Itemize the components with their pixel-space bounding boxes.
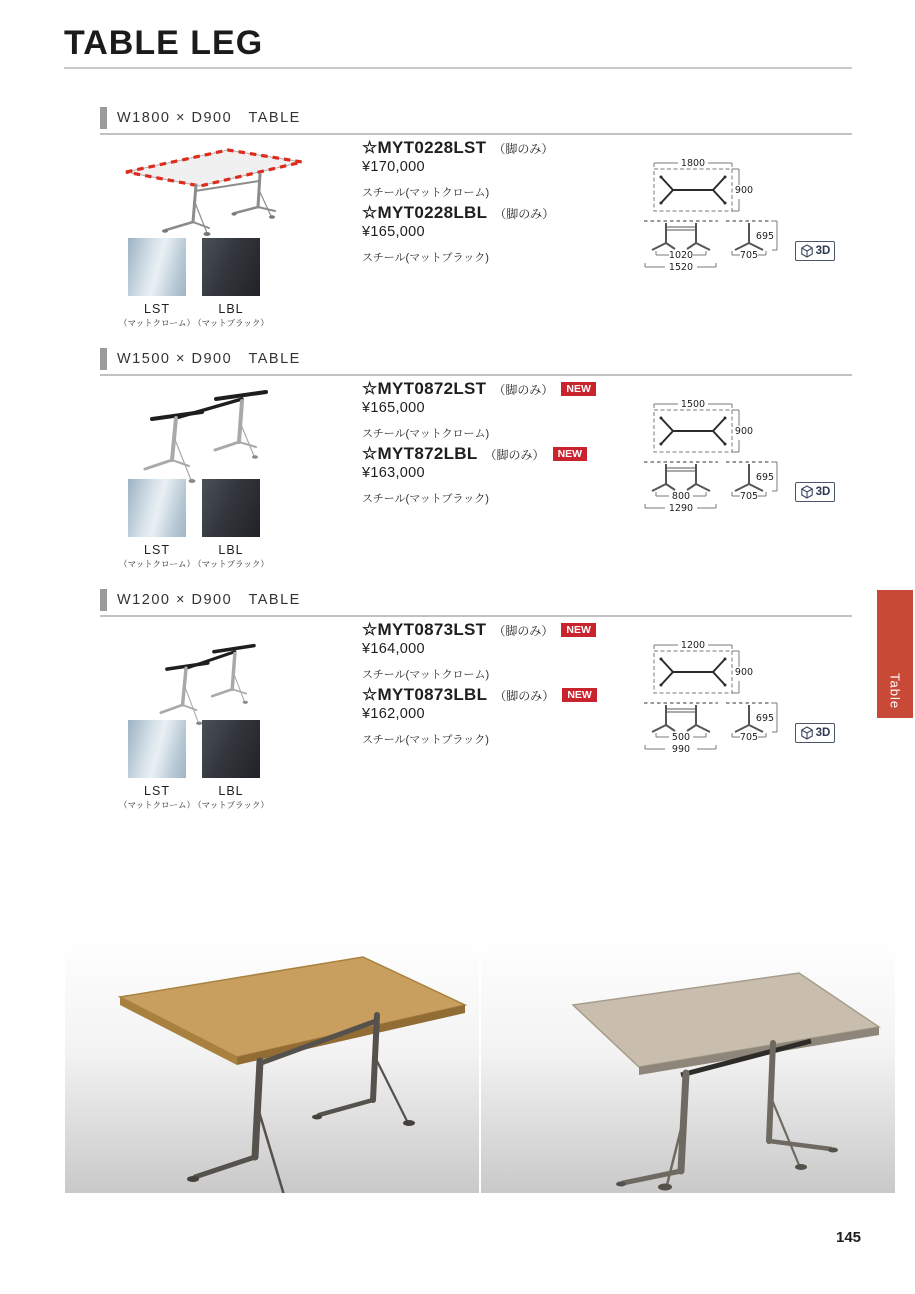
product-material: スチール(マットブラック) [362,252,489,264]
swatch-label-lbl: LBL （マットブラック） [193,784,269,810]
leg-feet [187,1115,415,1194]
title-divider [64,67,852,69]
section-heading-label: W1500 × D900 TABLE [117,351,301,367]
swatch-lbl [202,238,260,296]
product-material: スチール(マットクローム) [362,187,490,199]
product-note: （脚のみ） [494,206,555,221]
dimension-diagram [640,631,870,761]
front-view-legs [652,223,710,250]
swatch-label-lst: LST （マットクローム） [119,543,195,569]
side-tab-table[interactable] [877,590,913,718]
section-w1200 [0,588,915,838]
page-title: TABLE LEG [64,24,264,62]
product-note: （脚のみ） [484,447,545,462]
product-price: ¥165,000 [362,400,425,416]
dim-height: 695 [755,231,775,242]
section-marker-bar [100,589,107,611]
cube-icon [800,485,814,499]
new-badge: NEW [561,623,596,638]
leg-top-bars [167,646,254,670]
dim-height: 695 [755,713,775,724]
leg-feet [162,212,275,236]
swatch-lbl [202,720,260,778]
section-divider [100,615,852,617]
product-price: ¥165,000 [362,224,425,240]
product-entry [362,138,662,200]
section-heading [100,347,301,371]
section-heading [100,588,301,612]
product-price: ¥163,000 [362,465,425,481]
dim-depth: 900 [734,426,754,437]
product-image-table-red-dashed-top [108,138,313,238]
product-entry [362,203,662,265]
top-view-legs [661,177,725,203]
product-photo-gray-table [481,935,895,1193]
dimension-diagram [640,390,870,520]
product-note: （脚のみ） [494,688,555,703]
view-3d-label: 3D [815,727,831,739]
product-code: ☆MYT0873LBL [362,685,488,704]
dim-top-width: 1500 [680,399,706,410]
swatch-lbl [202,479,260,537]
dim-front-inner: 1020 [668,250,694,261]
swatch-label-lst: LST （マットクローム） [119,302,195,328]
section-divider [100,133,852,135]
product-note: （脚のみ） [493,141,554,156]
dim-front-outer: 1520 [668,262,694,273]
dim-depth: 900 [734,667,754,678]
swatch-label-lbl: LBL （マットブラック） [193,302,269,328]
section-marker-bar [100,348,107,370]
dim-depth: 900 [734,185,754,196]
product-material: スチール(マットクローム) [362,428,490,440]
section-w1800 [0,106,915,356]
cube-icon [800,244,814,258]
swatch-lst [128,479,186,537]
leg-top-bars [152,392,266,419]
dim-front-inner: 800 [671,491,691,502]
tabletop [126,150,302,186]
gray-table-illustration [481,935,895,1193]
product-material: スチール(マットブラック) [362,493,489,505]
product-price: ¥164,000 [362,641,425,657]
view-3d-label: 3D [815,486,831,498]
cube-icon [800,726,814,740]
section-w1500 [0,347,915,597]
dim-side-width: 705 [739,732,759,743]
new-badge: NEW [553,447,588,462]
product-code: ☆MYT872LBL [362,444,478,463]
dim-front-outer: 1290 [668,503,694,514]
swatch-lst [128,238,186,296]
section-heading-label: W1200 × D900 TABLE [117,592,301,608]
product-image-legs-only [125,618,295,736]
product-note: （脚のみ） [493,382,554,397]
section-heading [100,106,301,130]
product-note: （脚のみ） [493,623,554,638]
product-entry [362,620,662,682]
dim-side-width: 705 [739,491,759,502]
dim-side-width: 705 [739,250,759,261]
wood-table-illustration [65,935,479,1193]
product-code: ☆MYT0228LBL [362,203,488,222]
swatch-label-lst: LST （マットクローム） [119,784,195,810]
product-material: スチール(マットクローム) [362,669,490,681]
product-price: ¥162,000 [362,706,425,722]
product-image-legs-only [112,372,307,484]
tabletop [120,957,465,1057]
product-code: ☆MYT0873LST [362,620,487,639]
new-badge: NEW [561,382,596,397]
leg-feet [616,1148,838,1191]
product-photo-wood-table [65,935,479,1193]
dim-front-inner: 500 [671,732,691,743]
product-code: ☆MYT0872LST [362,379,487,398]
swatch-lst [128,720,186,778]
swatch-label-lbl: LBL （マットブラック） [193,543,269,569]
view-3d-button[interactable] [795,723,835,743]
product-entry [362,685,662,747]
product-material: スチール(マットブラック) [362,734,489,746]
section-heading-label: W1800 × D900 TABLE [117,110,301,126]
product-code: ☆MYT0228LST [362,138,487,157]
product-price: ¥170,000 [362,159,425,175]
dim-top-width: 1200 [680,640,706,651]
page-number: 145 [836,1229,862,1246]
view-3d-button[interactable] [795,482,835,502]
dim-height: 695 [755,472,775,483]
dim-front-outer: 990 [671,744,691,755]
dimension-diagram [640,149,870,279]
new-badge: NEW [562,688,597,703]
product-entry [362,444,662,506]
section-marker-bar [100,107,107,129]
product-entry [362,379,662,441]
view-3d-label: 3D [815,245,831,257]
side-tab-label: Table [887,672,903,709]
view-3d-button[interactable] [795,241,835,261]
dim-top-width: 1800 [680,158,706,169]
